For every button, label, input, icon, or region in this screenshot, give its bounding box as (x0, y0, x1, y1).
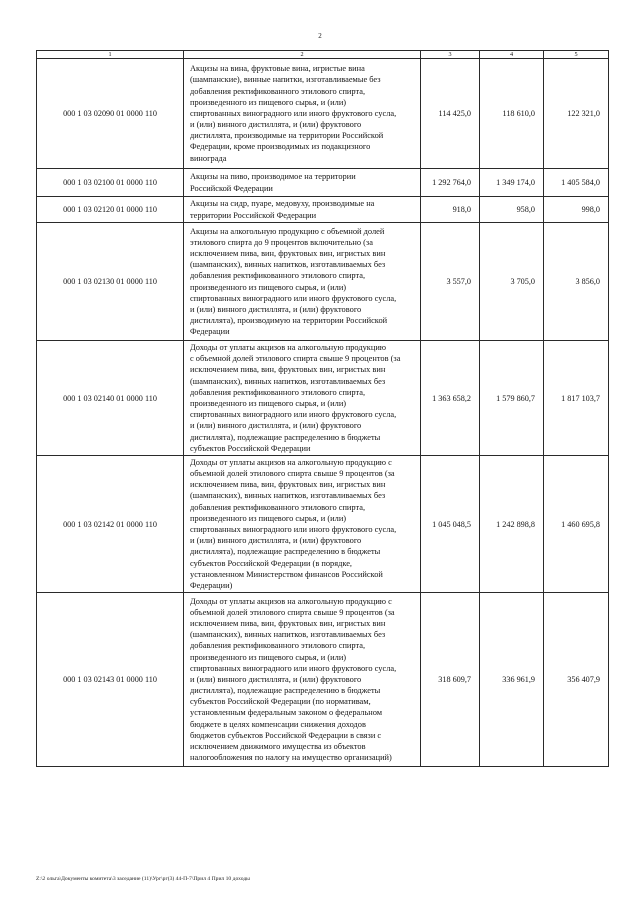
description-line: (шампанских), винных напитков, изготавливаемых без (190, 630, 386, 640)
description-line: произведенного из пищевого сырья, и (или) (190, 97, 347, 107)
amount-cell-col-4: 1 242 898,8 (480, 456, 544, 593)
amount-cell-col-3: 3 557,0 (421, 223, 480, 341)
budget-classification-code: 000 1 03 02130 01 0000 110 (37, 223, 184, 341)
description-line: добавления ректификованного этилового спирта, (190, 502, 366, 512)
description-line: Доходы от уплаты акцизов на алкогольную продукцию с (190, 596, 392, 606)
page-number: 2 (318, 32, 322, 40)
amount-cell-col-5: 1 405 584,0 (544, 169, 609, 197)
amount-cell-col-3: 1 045 048,5 (421, 456, 480, 593)
revenue-description (184, 341, 421, 456)
revenue-description (184, 197, 421, 223)
budget-classification-code: 000 1 03 02140 01 0000 110 (37, 341, 184, 456)
budget-classification-code: 000 1 03 02090 01 0000 110 (37, 59, 184, 169)
description-line: и (или) винного дистиллята, и (или) фруктового (190, 120, 362, 130)
column-number: 2 (184, 51, 421, 59)
description-line: (шампанских), винных напитков, изготавливаемых без (190, 491, 386, 501)
description-line: дистиллята), производимую на территории Российской (190, 316, 388, 326)
table-row (37, 223, 609, 341)
amount-cell-col-4: 118 610,0 (480, 59, 544, 169)
column-number: 1 (37, 51, 184, 59)
description-line: установленном Министерством финансов Российской (190, 569, 383, 579)
description-line: дистиллята), подлежащие распределению в бюджеты (190, 686, 381, 696)
revenue-description (184, 169, 421, 197)
description-line: с объемной долей этилового спирта свыше 9 процентов (за (190, 354, 401, 364)
description-line: дистиллята), подлежащие распределению в бюджеты (190, 547, 381, 557)
description-line: дистиллята), подлежащие распределению в бюджеты (190, 432, 381, 442)
amount-cell-col-5: 998,0 (544, 197, 609, 223)
amount-cell-col-5: 356 407,9 (544, 593, 609, 767)
budget-classification-code: 000 1 03 02143 01 0000 110 (37, 593, 184, 767)
file-path-footer: Z:\2 ольга\Документы комитета\3 заседание (11)\Ург\рг(3) 44-П-7\Прил 4 Прил 10 доходы (36, 876, 250, 882)
amount-cell-col-5: 1 817 103,7 (544, 341, 609, 456)
description-line: спиртованных виноградного или иного фруктового сусла, (190, 293, 397, 303)
description-line: Федерации, кроме производимых из подакцизного (190, 142, 371, 152)
description-line: добавления ректификованного этилового спирта, (190, 271, 366, 281)
description-line: бюджетов субъектов Российской Федерации в связи с (190, 730, 382, 740)
description-line: Акцизы на пиво, производимое на территории (190, 172, 356, 182)
description-line: субъектов Российской Федерации (по нормативам, (190, 697, 371, 707)
description-line: произведенного из пищевого сырья, и (или) (190, 652, 347, 662)
table-row (37, 59, 609, 169)
amount-cell-col-3: 114 425,0 (421, 59, 480, 169)
amount-cell-col-5: 3 856,0 (544, 223, 609, 341)
description-line: Доходы от уплаты акцизов на алкогольную продукцию (190, 343, 387, 353)
description-line: Акцизы на алкогольную продукцию с объемной долей (190, 226, 385, 236)
revenue-description (184, 59, 421, 169)
description-line: установленным федеральным законом о федеральном (190, 708, 383, 718)
description-line: и (или) винного дистиллята, и (или) фруктового (190, 304, 362, 314)
description-line: исключением пива, вин, фруктовых вин, игристых вин (190, 365, 386, 375)
budget-classification-code: 000 1 03 02100 01 0000 110 (37, 169, 184, 197)
description-line: исключением пива, вин, фруктовых вин, игристых вин (190, 248, 386, 258)
description-line: и (или) винного дистиллята, и (или) фруктового (190, 421, 362, 431)
description-line: налогообложения по налогу на имущество организаций) (190, 753, 392, 763)
description-line: субъектов Российской Федерации (в порядке, (190, 558, 353, 568)
table-row (37, 197, 609, 223)
description-line: дистиллята, производимые на территории Российской (190, 131, 384, 141)
description-line: исключением пива, вин, фруктовых вин, игристых вин (190, 480, 386, 490)
description-line: и (или) винного дистиллята, и (или) фруктового (190, 674, 362, 684)
table-row (37, 169, 609, 197)
description-line: исключением движимого имущества из объектов (190, 742, 366, 752)
revenue-description (184, 456, 421, 593)
amount-cell-col-5: 122 321,0 (544, 59, 609, 169)
description-line: объемной долей этилового спирта свыше 9 процентов (за (190, 607, 395, 617)
table-row (37, 341, 609, 456)
description-line: территории Российской Федерации (190, 210, 317, 220)
description-line: (шампанских), винных напитков, изготавливаемых без (190, 376, 386, 386)
description-line: произведенного из пищевого сырья, и (или) (190, 282, 347, 292)
description-line: спиртованных виноградного или иного фруктового сусла, (190, 663, 397, 673)
description-line: этилового спирта до 9 процентов включительно (за (190, 237, 373, 247)
description-line: Федерации (190, 327, 230, 337)
description-line: (шампанские), винные напитки, изготавливаемые без (190, 75, 381, 85)
description-line: и (или) винного дистиллята, и (или) фруктового (190, 536, 362, 546)
amount-cell-col-3: 1 292 764,0 (421, 169, 480, 197)
amount-cell-col-4: 1 579 860,7 (480, 341, 544, 456)
amount-cell-col-3: 318 609,7 (421, 593, 480, 767)
amount-cell-col-5: 1 460 695,8 (544, 456, 609, 593)
amount-cell-col-4: 336 961,9 (480, 593, 544, 767)
revenue-table (36, 50, 609, 767)
amount-cell-col-4: 958,0 (480, 197, 544, 223)
description-line: (шампанских), винных напитков, изготавливаемых без (190, 260, 386, 270)
table-body (37, 59, 609, 767)
description-line: бюджете в целях компенсации снижения доходов (190, 719, 366, 729)
amount-cell-col-3: 918,0 (421, 197, 480, 223)
table-row (37, 456, 609, 593)
column-number: 4 (480, 51, 544, 59)
description-line: произведенного из пищевого сырья, и (или) (190, 399, 347, 408)
description-line: субъектов Российской Федерации (190, 443, 311, 453)
description-line: спиртованных виноградного или иного фруктового сусла, (190, 525, 397, 534)
revenue-table-container (36, 50, 608, 767)
description-line: Федерации) (190, 580, 233, 590)
description-line: Акцизы на сидр, пуаре, медовуху, производимые на (190, 199, 375, 209)
amount-cell-col-4: 3 705,0 (480, 223, 544, 341)
revenue-description (184, 223, 421, 341)
description-line: Доходы от уплаты акцизов на алкогольную продукцию с (190, 457, 392, 467)
description-line: произведенного из пищевого сырья, и (или) (190, 513, 347, 523)
description-line: добавления ректификованного этилового спирта, (190, 641, 366, 651)
description-line: добавления ректификованного этилового спирта, (190, 387, 366, 397)
budget-classification-code: 000 1 03 02142 01 0000 110 (37, 456, 184, 593)
revenue-description (184, 593, 421, 767)
description-line: винограда (190, 153, 227, 163)
column-number-row (37, 51, 609, 59)
description-line: Акцизы на вина, фруктовые вина, игристые вина (190, 64, 365, 74)
description-line: Российской Федерации (190, 183, 273, 193)
amount-cell-col-3: 1 363 658,2 (421, 341, 480, 456)
budget-classification-code: 000 1 03 02120 01 0000 110 (37, 197, 184, 223)
column-number: 3 (421, 51, 480, 59)
column-number: 5 (544, 51, 609, 59)
description-line: объемной долей этилового спирта свыше 9 процентов (за (190, 469, 395, 479)
description-line: спиртованных виноградного или иного фруктового сусла, (190, 108, 397, 118)
table-row (37, 593, 609, 767)
description-line: исключением пива, вин, фруктовых вин, игристых вин (190, 618, 386, 628)
description-line: добавления ректификованного этилового спирта, (190, 86, 366, 96)
amount-cell-col-4: 1 349 174,0 (480, 169, 544, 197)
description-line: спиртованных виноградного или иного фруктового сусла, (190, 410, 397, 420)
